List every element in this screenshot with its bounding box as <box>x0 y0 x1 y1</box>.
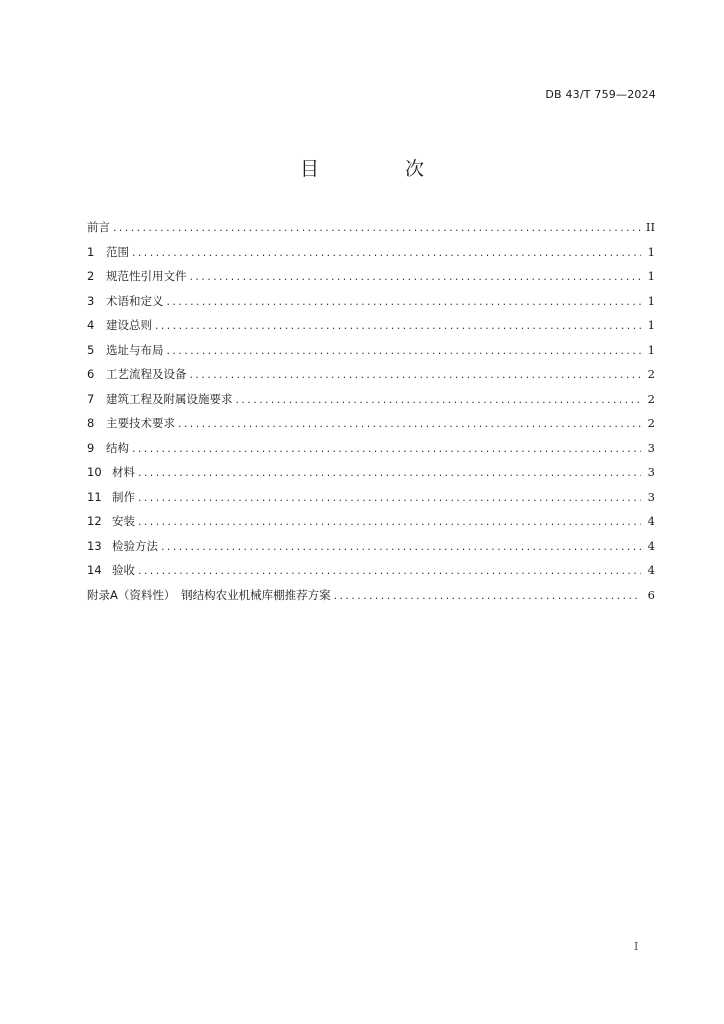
document-code: DB 43/T 759—2024 <box>545 88 656 101</box>
toc-entry-number: 11 <box>87 489 102 504</box>
toc-entry-page: 3 <box>647 489 655 504</box>
toc-leader-dots <box>167 295 642 308</box>
toc-entry-label: 建设总则 <box>106 318 152 332</box>
toc-entry-page: II <box>645 220 655 234</box>
toc-leader-dots <box>138 491 641 504</box>
toc-entry-1[interactable] <box>87 244 655 269</box>
toc-entry-8[interactable] <box>87 415 655 440</box>
toc-entry-number: 1 <box>87 244 95 259</box>
toc-entry-9[interactable] <box>87 440 655 465</box>
toc-entry-page: 3 <box>647 440 655 455</box>
toc-entry-12[interactable] <box>87 513 655 538</box>
toc-entry-page: 1 <box>647 318 655 332</box>
toc-entry-label: 检验方法 <box>112 538 158 553</box>
toc-entry-page: 4 <box>647 563 655 577</box>
toc-entry-label: 选址与布局 <box>106 342 164 357</box>
toc-entry-foreword[interactable] <box>87 219 655 244</box>
toc-entry-label: 工艺流程及设备 <box>106 367 187 381</box>
toc-entry-page: 1 <box>647 293 655 308</box>
toc-entry-page: 1 <box>647 269 655 283</box>
toc-entry-10[interactable] <box>87 464 655 489</box>
toc-entry-4[interactable] <box>87 317 655 342</box>
toc-entry-11[interactable] <box>87 489 655 514</box>
toc-entry-page: 1 <box>647 342 655 357</box>
toc-entry-number: 10 <box>87 465 102 479</box>
toc-entry-number: 6 <box>87 367 95 381</box>
toc-leader-dots <box>113 221 641 234</box>
toc-entry-page: 2 <box>647 367 655 381</box>
toc-leader-dots <box>190 270 642 283</box>
toc-entry-number: 2 <box>87 269 95 283</box>
toc-entry-number: 7 <box>87 391 95 406</box>
toc-leader-dots <box>138 515 641 528</box>
toc-leader-dots <box>155 319 641 332</box>
toc-leader-dots <box>236 393 642 406</box>
toc-leader-dots <box>138 466 641 479</box>
toc-entry-7[interactable] <box>87 391 655 416</box>
page-title: 目 次 <box>299 158 465 180</box>
toc-entry-page: 3 <box>647 465 655 479</box>
toc-entry-page: 4 <box>647 538 655 553</box>
toc-entry-page: 1 <box>647 244 655 259</box>
toc-entry-number: 9 <box>87 440 95 455</box>
footer-page-number: I <box>634 940 639 953</box>
toc-entry-label: 范围 <box>106 244 129 259</box>
toc-entry-number: 13 <box>87 538 102 553</box>
toc-leader-dots <box>167 344 642 357</box>
toc-entry-label: 主要技术要求 <box>106 416 175 430</box>
toc-entry-label: 材料 <box>112 465 135 479</box>
toc-entry-label: 建筑工程及附属设施要求 <box>106 391 233 406</box>
toc-entry-14[interactable] <box>87 562 655 587</box>
toc-entry-appendix-a[interactable] <box>87 587 655 612</box>
toc-entry-page: 2 <box>647 391 655 406</box>
toc-entry-number: 12 <box>87 514 102 528</box>
toc-leader-dots <box>138 564 641 577</box>
toc-entry-number: 3 <box>87 293 95 308</box>
toc-leader-dots <box>334 589 641 602</box>
toc-leader-dots <box>132 442 641 455</box>
toc-leader-dots <box>161 540 641 553</box>
toc-entry-label: 前言 <box>87 220 110 234</box>
toc-entry-label: 制作 <box>112 489 135 504</box>
toc-entry-label: 结构 <box>106 440 129 455</box>
toc-leader-dots <box>190 368 642 381</box>
toc-entry-label: 术语和定义 <box>106 293 164 308</box>
toc-entry-6[interactable] <box>87 366 655 391</box>
toc-entry-label: 验收 <box>112 563 135 577</box>
toc-entry-number: 4 <box>87 318 95 332</box>
toc-leader-dots <box>178 417 641 430</box>
toc-entry-label: 规范性引用文件 <box>106 269 187 283</box>
toc-entry-page: 6 <box>647 587 655 602</box>
toc-entry-page: 4 <box>647 514 655 528</box>
toc-entry-label: 安装 <box>112 514 135 528</box>
toc-entry-label: 附录A（资料性） 钢结构农业机械库棚推荐方案 <box>87 587 331 602</box>
toc-leader-dots <box>132 246 641 259</box>
toc-entry-5[interactable] <box>87 342 655 367</box>
table-of-contents <box>87 219 655 611</box>
toc-entry-page: 2 <box>647 416 655 430</box>
toc-entry-number: 5 <box>87 342 95 357</box>
toc-entry-number: 8 <box>87 416 95 430</box>
toc-entry-number: 14 <box>87 563 102 577</box>
toc-entry-2[interactable] <box>87 268 655 293</box>
toc-entry-3[interactable] <box>87 293 655 318</box>
toc-entry-13[interactable] <box>87 538 655 563</box>
